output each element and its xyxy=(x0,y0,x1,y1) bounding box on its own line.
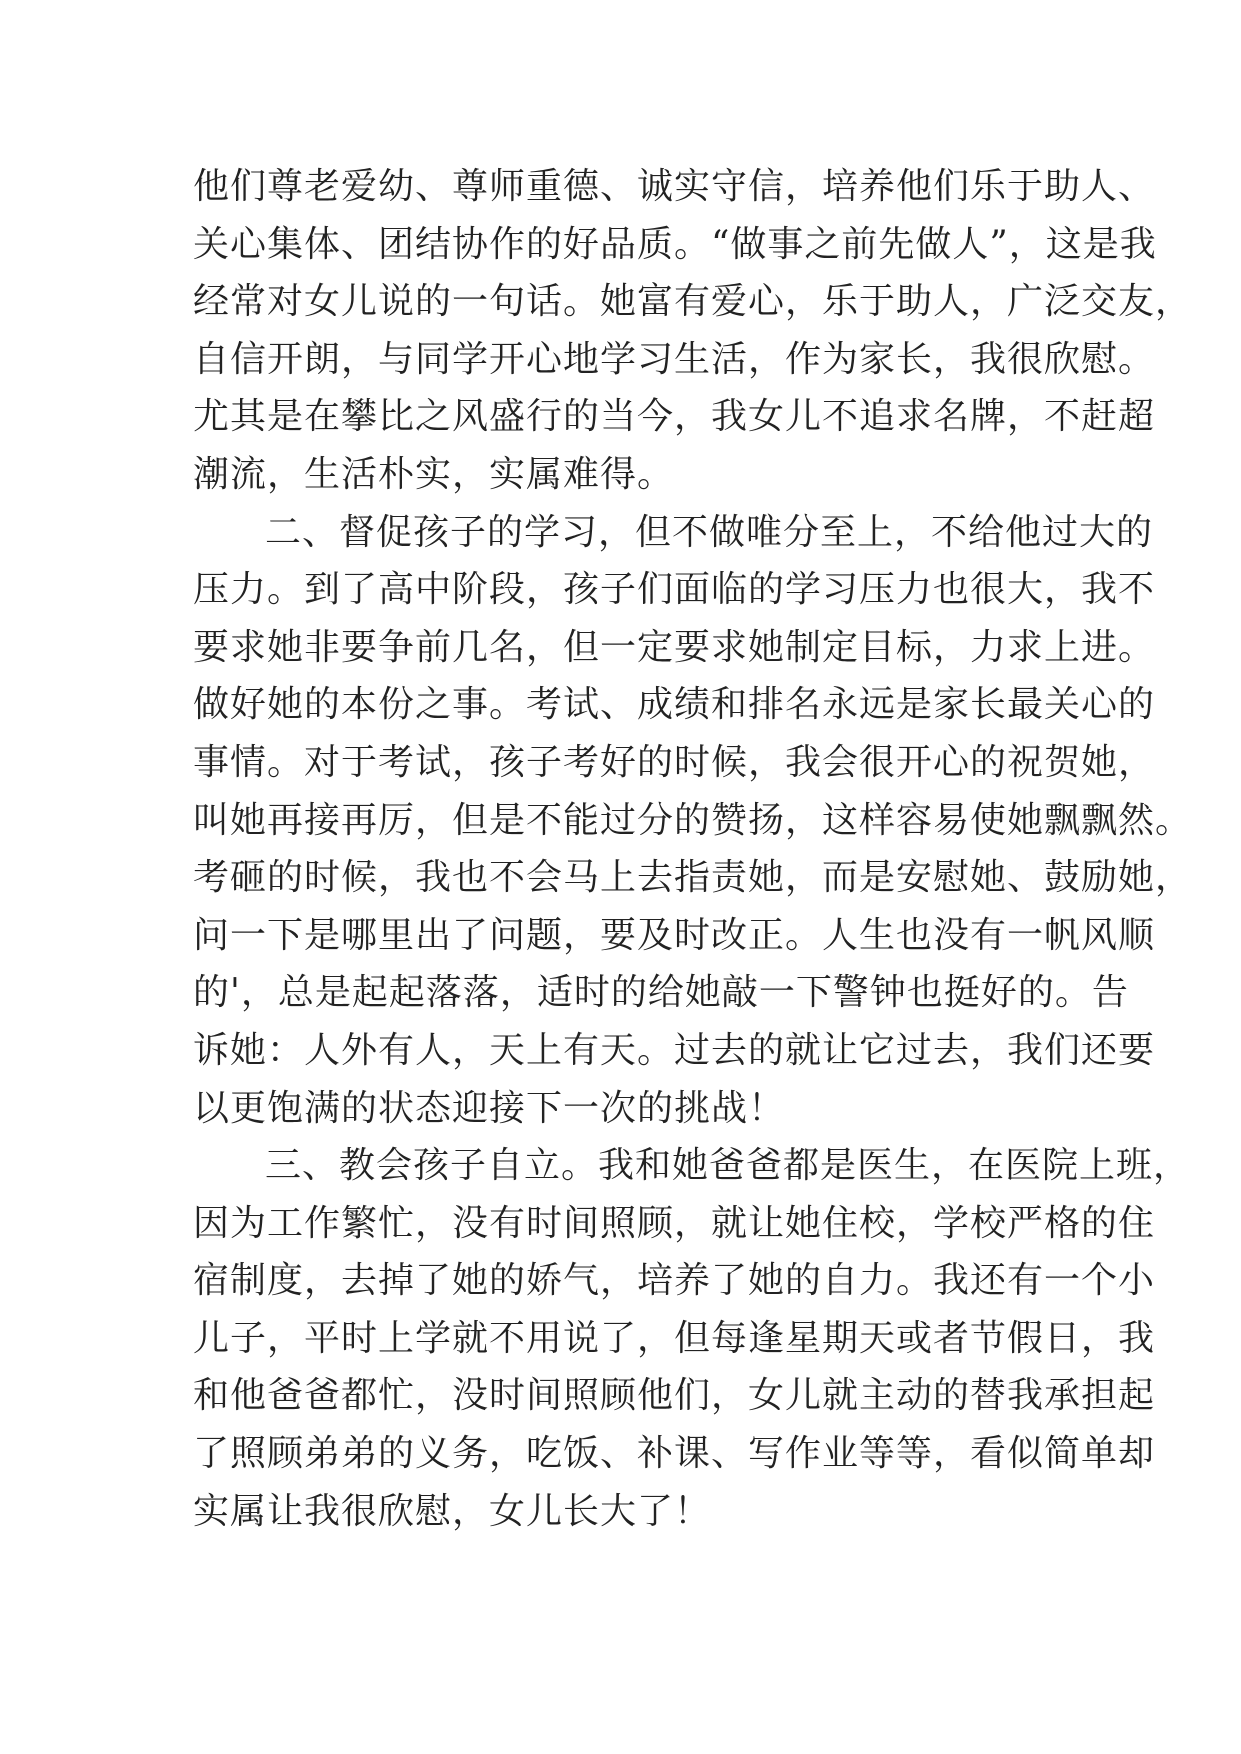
text-line: 关心集体、团结协作的好品质。“做事之前先做人”，这是我 xyxy=(193,223,1157,265)
text-line: 他们尊老爱幼、尊师重德、诚实守信，培养他们乐于助人、 xyxy=(193,166,1156,207)
text-line: 和他爸爸都忙，没时间照顾他们，女儿就主动的替我承担起 xyxy=(193,1375,1156,1417)
text-line: 问一下是哪里出了问题，要及时改正。人生也没有一帆风顺 xyxy=(193,914,1156,956)
text-line: 以更饱满的状态迎接下一次的挑战！ xyxy=(193,1087,786,1129)
text-line: 自信开朗，与同学开心地学习生活，作为家长，我很欣慰。 xyxy=(193,338,1156,380)
text-line: 做好她的本份之事。考试、成绩和排名永远是家长最关心的 xyxy=(193,684,1156,726)
text-line: 的'，总是起起落落，适时的给她敲一下警钟也挺好的。告 xyxy=(193,972,1129,1014)
text-line: 要求她非要争前几名，但一定要求她制定目标，力求上进。 xyxy=(193,626,1156,668)
text-line: 因为工作繁忙，没有时间照顾，就让她住校，学校严格的住 xyxy=(193,1202,1156,1244)
text-line: 事情。对于考试，孩子考好的时候，我会很开心的祝贺她， xyxy=(193,741,1156,783)
paragraph-2 xyxy=(193,504,1193,1138)
text-line: 叫她再接再厉，但是不能过分的赞扬，这样容易使她飘飘然。 xyxy=(193,799,1193,841)
text-line: 潮流，生活朴实，实属难得。 xyxy=(193,453,675,495)
text-line: 经常对女儿说的一句话。她富有爱心，乐于助人，广泛交友， xyxy=(193,281,1193,323)
text-line: 尤其是在攀比之风盛行的当今，我女儿不追求名牌，不赶超 xyxy=(193,396,1156,438)
paragraph-1 xyxy=(193,158,1193,504)
text-line: 了照顾弟弟的义务，吃饭、补课、写作业等等，看似简单却 xyxy=(193,1433,1156,1475)
text-line: 实属让我很欣慰，女儿长大了！ xyxy=(193,1490,712,1532)
paragraph-3 xyxy=(193,1137,1191,1540)
document-body xyxy=(193,158,1193,1540)
text-line: 儿子，平时上学就不用说了，但每逢星期天或者节假日，我 xyxy=(193,1317,1156,1359)
text-line: 三、教会孩子自立。我和她爸爸都是医生，在医院上班， xyxy=(265,1145,1191,1187)
text-line: 宿制度，去掉了她的娇气，培养了她的自力。我还有一个小 xyxy=(193,1260,1156,1302)
text-line: 二、督促孩子的学习，但不做唯分至上，不给他过大的 xyxy=(265,511,1154,553)
text-line: 诉她：人外有人，天上有天。过去的就让它过去，我们还要 xyxy=(193,1029,1156,1071)
text-line: 考砸的时候，我也不会马上去指责她，而是安慰她、鼓励她， xyxy=(193,857,1193,899)
text-line: 压力。到了高中阶段，孩子们面临的学习压力也很大，我不 xyxy=(193,569,1156,611)
